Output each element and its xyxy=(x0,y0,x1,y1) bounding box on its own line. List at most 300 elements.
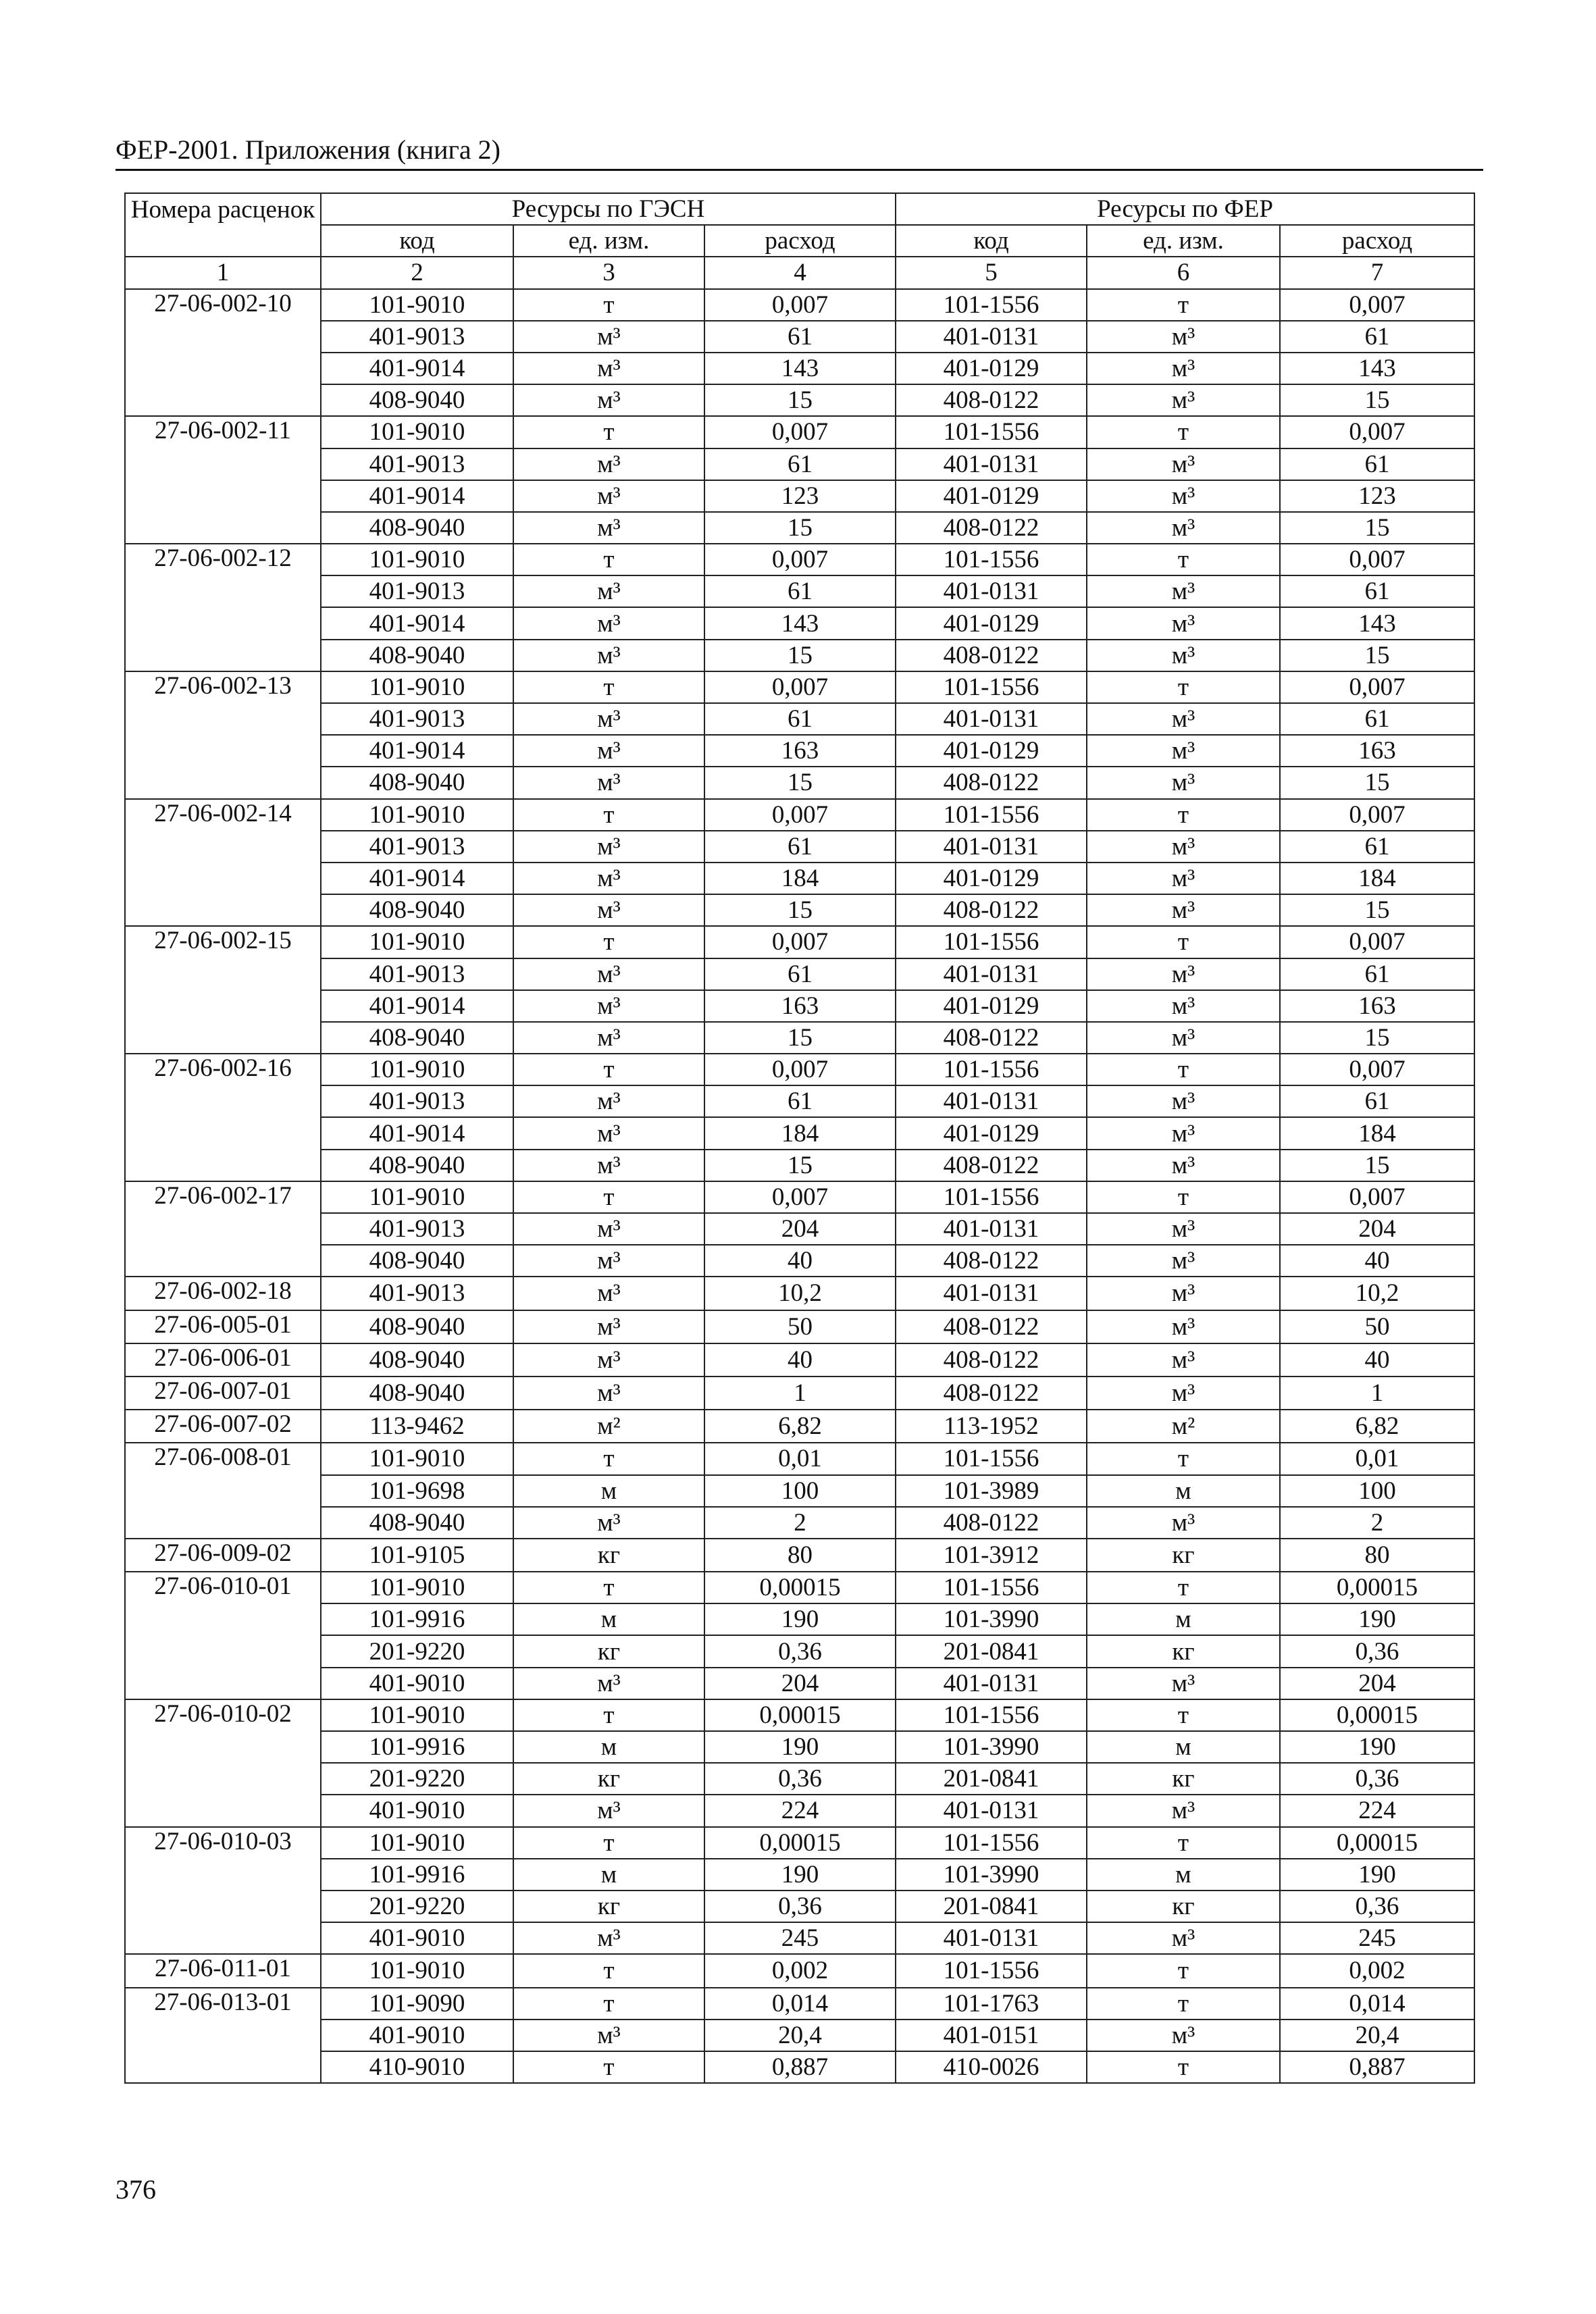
gesn-code-cell: 401-9013 xyxy=(321,575,513,607)
gesn-code-cell: 101-9010 xyxy=(321,1572,513,1603)
fer-amount-cell: 0,014 xyxy=(1280,1988,1474,2020)
gesn-unit-cell: м xyxy=(513,1731,704,1763)
fer-unit-cell: м³ xyxy=(1087,1922,1280,1954)
gesn-unit-cell: м³ xyxy=(513,1343,704,1377)
gesn-amount-cell: 2 xyxy=(704,1507,896,1539)
fer-amount-cell: 0,007 xyxy=(1280,671,1474,703)
fer-amount-cell: 2 xyxy=(1280,1507,1474,1539)
table-row xyxy=(125,1827,1474,1859)
gesn-code-cell: 408-9040 xyxy=(321,512,513,544)
fer-code-cell: 401-0129 xyxy=(896,607,1087,639)
gesn-amount-cell: 40 xyxy=(704,1245,896,1277)
gesn-unit-cell: м³ xyxy=(513,1150,704,1181)
fer-amount-cell: 0,36 xyxy=(1280,1891,1474,1922)
fer-code-cell: 113-1952 xyxy=(896,1410,1087,1443)
fer-unit-cell: м³ xyxy=(1087,640,1280,671)
rate-number-cell: 27-06-013-01 xyxy=(125,1988,321,2084)
table-row xyxy=(125,289,1474,321)
header-rule xyxy=(115,169,1483,171)
fer-amount-cell: 1 xyxy=(1280,1377,1474,1410)
gesn-code-cell: 201-9220 xyxy=(321,1891,513,1922)
gesn-amount-cell: 184 xyxy=(704,863,896,894)
gesn-code-cell: 101-9010 xyxy=(321,1054,513,1085)
gesn-code-cell: 401-9013 xyxy=(321,1085,513,1117)
fer-unit-cell: м³ xyxy=(1087,480,1280,512)
gesn-amount-cell: 143 xyxy=(704,607,896,639)
fer-code-cell: 401-0131 xyxy=(896,1795,1087,1826)
table-row xyxy=(125,1213,1474,1245)
fer-amount-cell: 0,007 xyxy=(1280,289,1474,321)
fer-code-cell: 408-0122 xyxy=(896,640,1087,671)
gesn-amount-cell: 15 xyxy=(704,384,896,416)
table-row xyxy=(125,1763,1474,1795)
fer-amount-cell: 61 xyxy=(1280,448,1474,480)
gesn-unit-cell: м³ xyxy=(513,321,704,353)
fer-code-cell: 101-3990 xyxy=(896,1859,1087,1891)
table-row xyxy=(125,1277,1474,1310)
table-row xyxy=(125,831,1474,863)
fer-unit-cell: м³ xyxy=(1087,353,1280,384)
table-row xyxy=(125,1635,1474,1667)
gesn-amount-cell: 190 xyxy=(704,1859,896,1891)
fer-unit-cell: м³ xyxy=(1087,575,1280,607)
fer-code-cell: 101-1556 xyxy=(896,1954,1087,1987)
fer-amount-cell: 50 xyxy=(1280,1310,1474,1343)
table-row xyxy=(125,544,1474,575)
gesn-amount-cell: 50 xyxy=(704,1310,896,1343)
fer-code-cell: 408-0122 xyxy=(896,1310,1087,1343)
table-row xyxy=(125,671,1474,703)
table-row xyxy=(125,607,1474,639)
column-index: 7 xyxy=(1280,257,1474,288)
gesn-code-cell: 401-9013 xyxy=(321,958,513,990)
fer-code-cell: 201-0841 xyxy=(896,1635,1087,1667)
gesn-amount-cell: 61 xyxy=(704,321,896,353)
rate-number-cell: 27-06-011-01 xyxy=(125,1954,321,1987)
gesn-unit-cell: т xyxy=(513,799,704,831)
gesn-unit-cell: м³ xyxy=(513,512,704,544)
fer-code-cell: 201-0841 xyxy=(896,1891,1087,1922)
gesn-amount-cell: 0,01 xyxy=(704,1443,896,1474)
table-row xyxy=(125,1668,1474,1699)
fer-unit-cell: м³ xyxy=(1087,1022,1280,1054)
gesn-code-cell: 101-9010 xyxy=(321,1827,513,1859)
gesn-amount-cell: 61 xyxy=(704,448,896,480)
table-row xyxy=(125,575,1474,607)
gesn-unit-cell: кг xyxy=(513,1635,704,1667)
column-header-numbers-cont xyxy=(125,225,321,257)
fer-amount-cell: 143 xyxy=(1280,607,1474,639)
gesn-amount-cell: 10,2 xyxy=(704,1277,896,1310)
table-row xyxy=(125,1245,1474,1277)
fer-code-cell: 401-0131 xyxy=(896,321,1087,353)
fer-amount-cell: 61 xyxy=(1280,958,1474,990)
gesn-code-cell: 113-9462 xyxy=(321,1410,513,1443)
gesn-unit-cell: м² xyxy=(513,1410,704,1443)
table-row xyxy=(125,512,1474,544)
gesn-unit-cell: т xyxy=(513,2051,704,2083)
column-group-gesn: Ресурсы по ГЭСН xyxy=(321,193,896,225)
fer-unit-cell: т xyxy=(1087,926,1280,958)
fer-amount-cell: 0,36 xyxy=(1280,1635,1474,1667)
fer-amount-cell: 245 xyxy=(1280,1922,1474,1954)
fer-code-cell: 401-0129 xyxy=(896,735,1087,767)
fer-code-cell: 401-0129 xyxy=(896,863,1087,894)
fer-code-cell: 101-1556 xyxy=(896,1827,1087,1859)
column-index: 4 xyxy=(704,257,896,288)
fer-unit-cell: т xyxy=(1087,1443,1280,1474)
gesn-code-cell: 408-9040 xyxy=(321,1310,513,1343)
gesn-unit-cell: м³ xyxy=(513,894,704,926)
gesn-code-cell: 401-9013 xyxy=(321,703,513,735)
rate-number-cell: 27-06-006-01 xyxy=(125,1343,321,1377)
table-row xyxy=(125,767,1474,798)
table-row xyxy=(125,1054,1474,1085)
gesn-amount-cell: 224 xyxy=(704,1795,896,1826)
table-row xyxy=(125,1507,1474,1539)
fer-amount-cell: 224 xyxy=(1280,1795,1474,1826)
gesn-amount-cell: 0,00015 xyxy=(704,1572,896,1603)
column-index: 1 xyxy=(125,257,321,288)
gesn-unit-cell: т xyxy=(513,926,704,958)
gesn-unit-cell: м³ xyxy=(513,384,704,416)
fer-code-cell: 408-0122 xyxy=(896,1245,1087,1277)
fer-code-cell: 101-1556 xyxy=(896,544,1087,575)
gesn-unit-cell: кг xyxy=(513,1539,704,1572)
fer-unit-cell: т xyxy=(1087,544,1280,575)
gesn-code-cell: 401-9013 xyxy=(321,1277,513,1310)
fer-code-cell: 401-0131 xyxy=(896,958,1087,990)
fer-amount-cell: 15 xyxy=(1280,894,1474,926)
fer-unit-cell: м³ xyxy=(1087,735,1280,767)
gesn-code-cell: 408-9040 xyxy=(321,1507,513,1539)
fer-amount-cell: 0,00015 xyxy=(1280,1572,1474,1603)
fer-unit-cell: т xyxy=(1087,799,1280,831)
fer-code-cell: 401-0131 xyxy=(896,1922,1087,1954)
gesn-amount-cell: 0,007 xyxy=(704,1181,896,1213)
gesn-amount-cell: 20,4 xyxy=(704,2020,896,2051)
table-row xyxy=(125,1954,1474,1987)
fer-code-cell: 101-1556 xyxy=(896,1699,1087,1731)
fer-amount-cell: 143 xyxy=(1280,353,1474,384)
gesn-unit-cell: т xyxy=(513,1572,704,1603)
gesn-code-cell: 101-9010 xyxy=(321,289,513,321)
fer-unit-cell: м³ xyxy=(1087,448,1280,480)
fer-amount-cell: 0,007 xyxy=(1280,1181,1474,1213)
gesn-code-cell: 401-9013 xyxy=(321,448,513,480)
fer-unit-cell: м³ xyxy=(1087,1213,1280,1245)
fer-amount-cell: 15 xyxy=(1280,384,1474,416)
fer-amount-cell: 15 xyxy=(1280,512,1474,544)
fer-unit-cell: м xyxy=(1087,1603,1280,1635)
gesn-unit-cell: т xyxy=(513,1699,704,1731)
rate-number-cell: 27-06-002-10 xyxy=(125,289,321,417)
fer-amount-cell: 6,82 xyxy=(1280,1410,1474,1443)
fer-unit-cell: т xyxy=(1087,671,1280,703)
fer-amount-cell: 204 xyxy=(1280,1668,1474,1699)
gesn-amount-cell: 61 xyxy=(704,958,896,990)
gesn-amount-cell: 0,007 xyxy=(704,544,896,575)
gesn-amount-cell: 204 xyxy=(704,1668,896,1699)
fer-amount-cell: 100 xyxy=(1280,1475,1474,1507)
fer-code-cell: 408-0122 xyxy=(896,1022,1087,1054)
gesn-code-cell: 101-9010 xyxy=(321,416,513,448)
rate-number-cell: 27-06-002-14 xyxy=(125,799,321,927)
gesn-code-cell: 101-9916 xyxy=(321,1859,513,1891)
header-row-2 xyxy=(125,225,1474,257)
fer-amount-cell: 0,00015 xyxy=(1280,1827,1474,1859)
column-index: 6 xyxy=(1087,257,1280,288)
fer-unit-cell: т xyxy=(1087,289,1280,321)
table-row xyxy=(125,926,1474,958)
gesn-unit-cell: м³ xyxy=(513,1117,704,1149)
gesn-code-cell: 101-9010 xyxy=(321,1954,513,1987)
resources-table xyxy=(124,192,1475,2084)
fer-unit-cell: м³ xyxy=(1087,1795,1280,1826)
gesn-unit-cell: м³ xyxy=(513,1277,704,1310)
gesn-amount-cell: 0,00015 xyxy=(704,1827,896,1859)
fer-unit-cell: т xyxy=(1087,2051,1280,2083)
rate-number-cell: 27-06-010-03 xyxy=(125,1827,321,1955)
fer-code-cell: 101-1556 xyxy=(896,1181,1087,1213)
gesn-code-cell: 101-9916 xyxy=(321,1603,513,1635)
gesn-code-cell: 401-9014 xyxy=(321,735,513,767)
table-row xyxy=(125,640,1474,671)
fer-amount-cell: 40 xyxy=(1280,1245,1474,1277)
fer-amount-cell: 0,002 xyxy=(1280,1954,1474,1987)
fer-amount-cell: 0,00015 xyxy=(1280,1699,1474,1731)
fer-unit-cell: м³ xyxy=(1087,703,1280,735)
gesn-code-cell: 101-9010 xyxy=(321,1443,513,1474)
gesn-unit-cell: м³ xyxy=(513,1085,704,1117)
gesn-unit-cell: м³ xyxy=(513,607,704,639)
gesn-unit-cell: т xyxy=(513,289,704,321)
gesn-unit-cell: м³ xyxy=(513,353,704,384)
fer-amount-cell: 0,01 xyxy=(1280,1443,1474,1474)
fer-amount-cell: 0,007 xyxy=(1280,1054,1474,1085)
fer-amount-cell: 0,007 xyxy=(1280,926,1474,958)
fer-amount-cell: 184 xyxy=(1280,1117,1474,1149)
gesn-amount-cell: 0,007 xyxy=(704,926,896,958)
fer-amount-cell: 15 xyxy=(1280,640,1474,671)
fer-amount-cell: 15 xyxy=(1280,1022,1474,1054)
fer-amount-cell: 184 xyxy=(1280,863,1474,894)
fer-unit-cell: м² xyxy=(1087,1410,1280,1443)
fer-unit-cell: кг xyxy=(1087,1763,1280,1795)
rate-number-cell: 27-06-010-02 xyxy=(125,1699,321,1827)
gesn-unit-cell: м³ xyxy=(513,1507,704,1539)
fer-code-cell: 101-1556 xyxy=(896,926,1087,958)
fer-unit-cell: м³ xyxy=(1087,1377,1280,1410)
fer-code-cell: 401-0129 xyxy=(896,353,1087,384)
gesn-code-cell: 401-9014 xyxy=(321,1117,513,1149)
gesn-unit-cell: т xyxy=(513,671,704,703)
gesn-code-cell: 408-9040 xyxy=(321,384,513,416)
fer-code-cell: 101-3912 xyxy=(896,1539,1087,1572)
gesn-amount-cell: 123 xyxy=(704,480,896,512)
gesn-unit-cell: м³ xyxy=(513,735,704,767)
rate-number-cell: 27-06-002-11 xyxy=(125,416,321,544)
gesn-code-cell: 408-9040 xyxy=(321,1377,513,1410)
table-row xyxy=(125,480,1474,512)
gesn-unit-cell: т xyxy=(513,416,704,448)
gesn-unit-cell: м³ xyxy=(513,448,704,480)
fer-unit-cell: м³ xyxy=(1087,321,1280,353)
gesn-code-cell: 401-9013 xyxy=(321,321,513,353)
table-row xyxy=(125,735,1474,767)
gesn-amount-cell: 0,007 xyxy=(704,671,896,703)
fer-amount-cell: 0,36 xyxy=(1280,1763,1474,1795)
gesn-unit-cell: м³ xyxy=(513,1922,704,1954)
fer-code-cell: 408-0122 xyxy=(896,512,1087,544)
table-row xyxy=(125,1988,1474,2020)
gesn-unit-cell: т xyxy=(513,1054,704,1085)
fer-code-cell: 101-1556 xyxy=(896,1054,1087,1085)
gesn-amount-cell: 0,36 xyxy=(704,1763,896,1795)
fer-code-cell: 101-1556 xyxy=(896,416,1087,448)
table-row xyxy=(125,1699,1474,1731)
table-row xyxy=(125,1410,1474,1443)
gesn-unit-cell: т xyxy=(513,1954,704,1987)
table-row xyxy=(125,321,1474,353)
gesn-unit-cell: м³ xyxy=(513,575,704,607)
fer-code-cell: 101-1556 xyxy=(896,1443,1087,1474)
gesn-amount-cell: 0,007 xyxy=(704,289,896,321)
fer-unit-cell: т xyxy=(1087,1054,1280,1085)
fer-code-cell: 408-0122 xyxy=(896,767,1087,798)
gesn-unit-cell: м³ xyxy=(513,1310,704,1343)
fer-code-cell: 401-0131 xyxy=(896,831,1087,863)
fer-unit-cell: т xyxy=(1087,1988,1280,2020)
rate-number-cell: 27-06-007-02 xyxy=(125,1410,321,1443)
rate-number-cell: 27-06-002-17 xyxy=(125,1181,321,1277)
fer-amount-cell: 123 xyxy=(1280,480,1474,512)
fer-unit-cell: м xyxy=(1087,1731,1280,1763)
fer-unit-cell: т xyxy=(1087,416,1280,448)
fer-code-cell: 101-1556 xyxy=(896,799,1087,831)
table-row xyxy=(125,1603,1474,1635)
gesn-code-cell: 408-9040 xyxy=(321,1245,513,1277)
fer-code-cell: 101-1556 xyxy=(896,671,1087,703)
fer-unit-cell: т xyxy=(1087,1572,1280,1603)
fer-amount-cell: 15 xyxy=(1280,1150,1474,1181)
column-group-fer: Ресурсы по ФЕР xyxy=(896,193,1474,225)
column-header-gesn-unit: ед. изм. xyxy=(513,225,704,257)
gesn-amount-cell: 15 xyxy=(704,1150,896,1181)
fer-amount-cell: 61 xyxy=(1280,575,1474,607)
gesn-code-cell: 408-9040 xyxy=(321,1022,513,1054)
fer-code-cell: 408-0122 xyxy=(896,1507,1087,1539)
fer-code-cell: 408-0122 xyxy=(896,1343,1087,1377)
fer-amount-cell: 61 xyxy=(1280,321,1474,353)
gesn-amount-cell: 190 xyxy=(704,1603,896,1635)
gesn-code-cell: 401-9010 xyxy=(321,1922,513,1954)
fer-amount-cell: 163 xyxy=(1280,990,1474,1022)
gesn-code-cell: 401-9014 xyxy=(321,863,513,894)
fer-unit-cell: м³ xyxy=(1087,1245,1280,1277)
rate-number-cell: 27-06-002-16 xyxy=(125,1054,321,1181)
fer-code-cell: 101-1556 xyxy=(896,1572,1087,1603)
column-header-numbers: Номера расценок xyxy=(125,193,321,225)
fer-amount-cell: 0,007 xyxy=(1280,799,1474,831)
column-index: 5 xyxy=(896,257,1087,288)
gesn-unit-cell: т xyxy=(513,544,704,575)
gesn-amount-cell: 0,36 xyxy=(704,1635,896,1667)
fer-code-cell: 401-0131 xyxy=(896,448,1087,480)
fer-unit-cell: м³ xyxy=(1087,2020,1280,2051)
table-row xyxy=(125,894,1474,926)
gesn-amount-cell: 0,887 xyxy=(704,2051,896,2083)
gesn-unit-cell: м xyxy=(513,1859,704,1891)
fer-code-cell: 408-0122 xyxy=(896,1150,1087,1181)
gesn-unit-cell: м³ xyxy=(513,2020,704,2051)
fer-amount-cell: 10,2 xyxy=(1280,1277,1474,1310)
table-row xyxy=(125,353,1474,384)
fer-code-cell: 401-0131 xyxy=(896,1277,1087,1310)
gesn-unit-cell: т xyxy=(513,1827,704,1859)
fer-code-cell: 101-3989 xyxy=(896,1475,1087,1507)
fer-unit-cell: м³ xyxy=(1087,863,1280,894)
fer-unit-cell: м xyxy=(1087,1475,1280,1507)
gesn-code-cell: 101-9916 xyxy=(321,1731,513,1763)
gesn-code-cell: 101-9105 xyxy=(321,1539,513,1572)
gesn-unit-cell: кг xyxy=(513,1891,704,1922)
rate-number-cell: 27-06-010-01 xyxy=(125,1572,321,1699)
fer-amount-cell: 204 xyxy=(1280,1213,1474,1245)
gesn-unit-cell: м³ xyxy=(513,958,704,990)
fer-code-cell: 408-0122 xyxy=(896,894,1087,926)
table-row xyxy=(125,1859,1474,1891)
gesn-amount-cell: 61 xyxy=(704,575,896,607)
fer-unit-cell: м³ xyxy=(1087,894,1280,926)
fer-amount-cell: 0,007 xyxy=(1280,544,1474,575)
gesn-code-cell: 401-9013 xyxy=(321,1213,513,1245)
gesn-unit-cell: м³ xyxy=(513,480,704,512)
table-row xyxy=(125,448,1474,480)
fer-unit-cell: м³ xyxy=(1087,1085,1280,1117)
fer-code-cell: 401-0129 xyxy=(896,480,1087,512)
fer-amount-cell: 20,4 xyxy=(1280,2020,1474,2051)
gesn-amount-cell: 204 xyxy=(704,1213,896,1245)
fer-code-cell: 401-0129 xyxy=(896,990,1087,1022)
header-row-index xyxy=(125,257,1474,288)
fer-unit-cell: м³ xyxy=(1087,1507,1280,1539)
fer-amount-cell: 61 xyxy=(1280,831,1474,863)
gesn-amount-cell: 0,007 xyxy=(704,1054,896,1085)
table-row xyxy=(125,1085,1474,1117)
gesn-amount-cell: 61 xyxy=(704,831,896,863)
gesn-unit-cell: м xyxy=(513,1475,704,1507)
gesn-unit-cell: м³ xyxy=(513,863,704,894)
fer-unit-cell: т xyxy=(1087,1181,1280,1213)
fer-amount-cell: 190 xyxy=(1280,1603,1474,1635)
table-row xyxy=(125,1181,1474,1213)
table-row xyxy=(125,416,1474,448)
fer-unit-cell: м³ xyxy=(1087,1343,1280,1377)
table-row xyxy=(125,1475,1474,1507)
fer-amount-cell: 190 xyxy=(1280,1859,1474,1891)
fer-amount-cell: 40 xyxy=(1280,1343,1474,1377)
fer-code-cell: 101-3990 xyxy=(896,1603,1087,1635)
fer-unit-cell: м³ xyxy=(1087,1117,1280,1149)
table-row xyxy=(125,1343,1474,1377)
gesn-code-cell: 401-9014 xyxy=(321,990,513,1022)
fer-amount-cell: 15 xyxy=(1280,767,1474,798)
rate-number-cell: 27-06-009-02 xyxy=(125,1539,321,1572)
gesn-amount-cell: 61 xyxy=(704,703,896,735)
table-row xyxy=(125,1377,1474,1410)
table-row xyxy=(125,1150,1474,1181)
